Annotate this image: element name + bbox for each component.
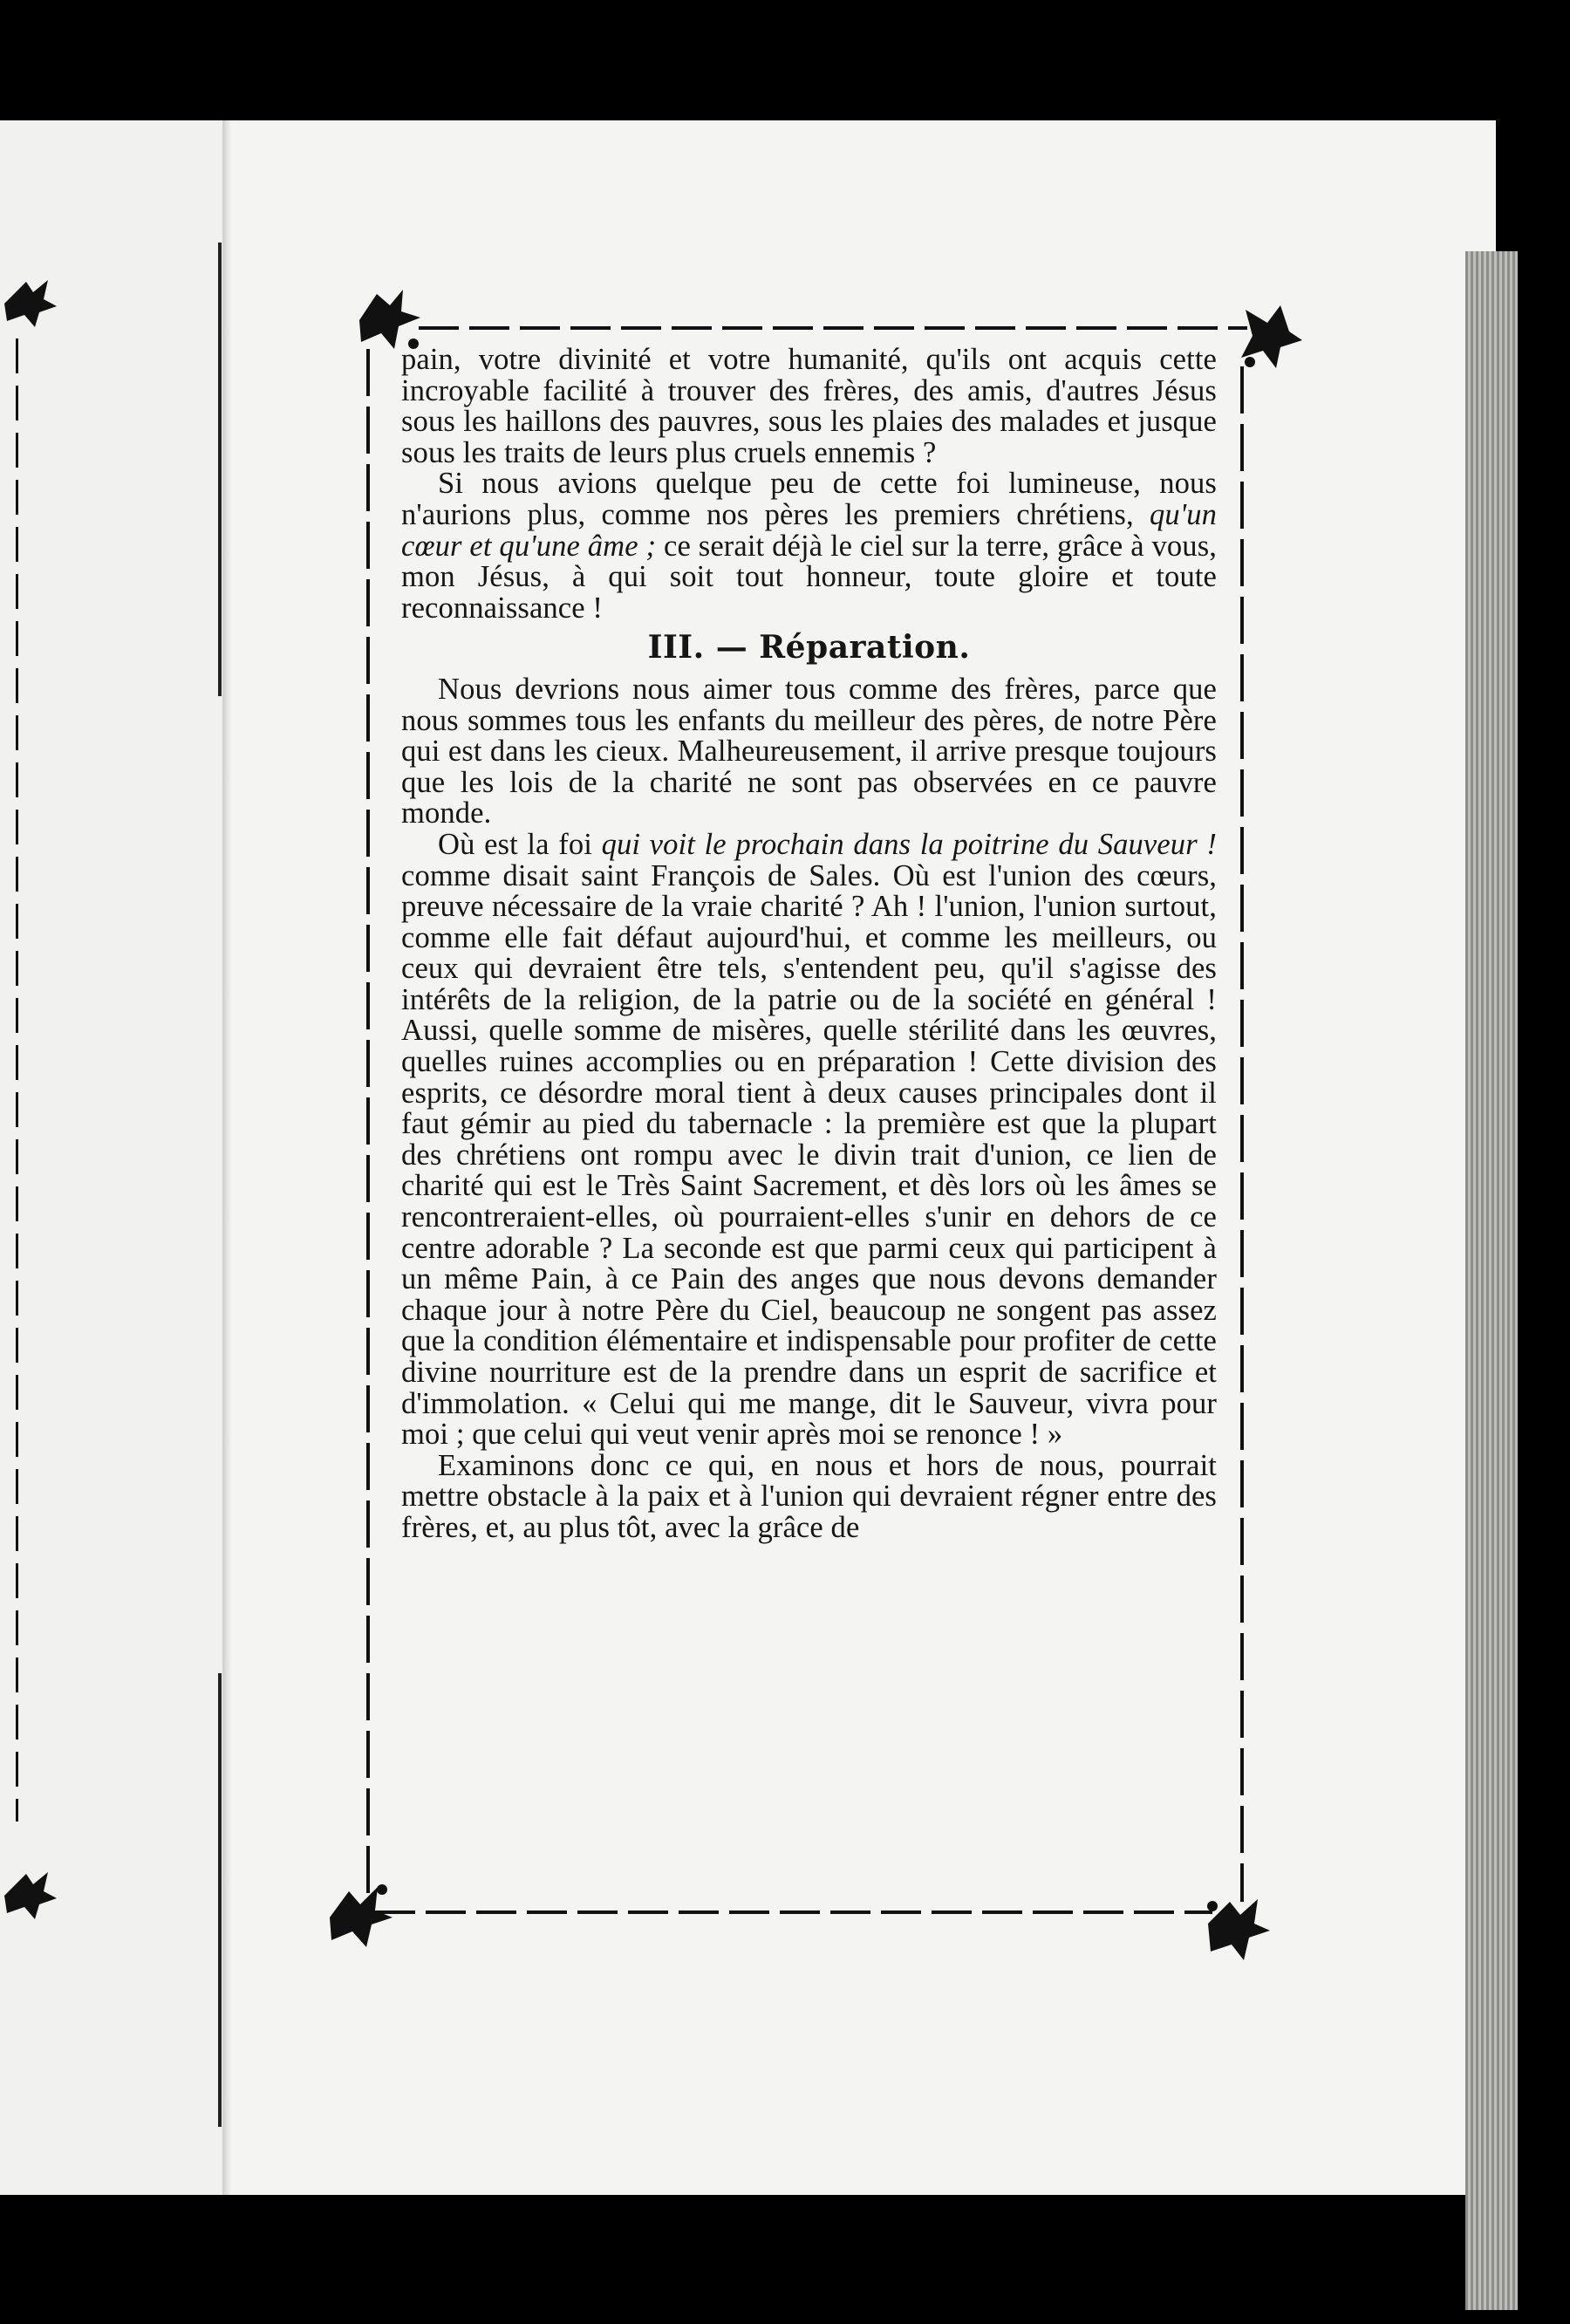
paragraph-1-line-4: plaies des malades et jusque sous les traits de leurs plus [401, 405, 1217, 469]
corner-ornament-top-right-icon [1228, 297, 1307, 375]
page-text [401, 345, 1217, 1544]
book-gutter [222, 120, 231, 2195]
frame-top-border [419, 326, 1247, 330]
paragraph-3: Nous devrions nous aimer tous comme des frères, parce que nous sommes tous les enfants du meilleur des pères, de notre Père qui est dans les cieux. Malheureusement, il arrive presque toujours que les lois de la charité ne sont pas observées en ce pauvre monde. [401, 672, 1217, 830]
frame-right-border [1240, 366, 1244, 1902]
paragraph-1-line-5: cruels ennemis ? [734, 435, 937, 469]
corner-ornament-bottom-right-icon [1195, 1889, 1273, 1967]
left-page-edge [0, 120, 224, 2195]
paragraph-4 [401, 827, 1217, 1452]
paragraph-2-italic: qu'un cœur et qu'une âme ; [401, 497, 1217, 563]
section-heading: III. — Réparation. [647, 629, 971, 666]
paragraph-2 [401, 468, 1217, 624]
frame-left-border [366, 349, 370, 1893]
left-page-ornament-icon [0, 273, 61, 334]
left-page-border [16, 338, 18, 1822]
paragraph-4-text-a: Où est la foi [438, 827, 602, 861]
binding-thread-top [218, 243, 222, 696]
page-stack-edge [1465, 251, 1518, 2310]
frame-bottom-border [375, 1910, 1212, 1914]
paragraph-1-line-3: d'autres Jésus sous les haillons des pauvres, sous les [401, 373, 1217, 439]
paragraph-4-text-b: comme disait saint François de Sales. Où est l'union des cœurs, preuve nécessaire de la vraie charité ? Ah ! l'union, l'union surtout, comme elle fait défaut aujourd'hui, et comme les meilleurs, ou ceux qui devraient être tels, s'entendent peu, qu'il s'agisse des intérêts de la religion, de la patrie ou de la société en général ! Aussi, quelle somme de misères, quelle stérilité dans les œuvres, quelles ruines accomplies ou en préparation ! Cette division des esprits, ce désordre moral tient à deux causes principales dont il faut gémir au pied du tabernacle : la première est que la plupart des chrétiens ont rompu avec le divin trait d'union, ce lien de charité qui est le Très Saint Sacrement, et dès lors où les âmes se rencontreraient-elles, où pourraient-elles s'unir en dehors de ce centre adorable ? La seconde est que parmi ceux qui participent à un même Pain, à ce Pain des anges que nous devons demander chaque jour à notre Père du Ciel, beaucoup ne songent pas assez que la condition élémentaire et indispensable pour profiter de cette divine nourriture est de la prendre dans un esprit de sacrifice et d'immolation. « Celui qui me mange, dit le Sauveur, vivra pour moi ; que celui qui veut venir après moi se renonce ! » [401, 858, 1217, 1452]
left-page-ornament-bottom-icon [0, 1865, 61, 1926]
paragraph-1-line-2: cette incroyable facilité à trouver des frères, des amis, [401, 343, 1217, 407]
paragraph-5: Examinons donc ce qui, en nous et hors de nous, pourrait mettre obstacle à la paix et à l'union qui devraient régner entre des frères, et, au plus tôt, avec la grâce de [401, 1448, 1217, 1544]
paragraph-2-text-a: Si nous avions quelque peu de cette foi lumineuse, nous n'aurions plus, comme nos pères les premiers chrétiens, [401, 467, 1217, 531]
binding-thread-bottom [218, 1673, 222, 2127]
paragraph-4-italic: qui voit le prochain dans la poitrine du Sauveur ! [601, 827, 1217, 861]
paragraph-1 [401, 345, 1217, 468]
corner-ornament-bottom-left-icon [321, 1874, 399, 1952]
paragraph-1-line-1: pain, votre divinité et votre humanité, qu'ils ont acquis [401, 343, 1143, 376]
paragraph-2-text-b: ce serait déjà le ciel sur la terre, grâce à vous, mon Jésus, à qui soit tout honneur, toute gloire et toute reconnaissance ! [401, 529, 1217, 625]
